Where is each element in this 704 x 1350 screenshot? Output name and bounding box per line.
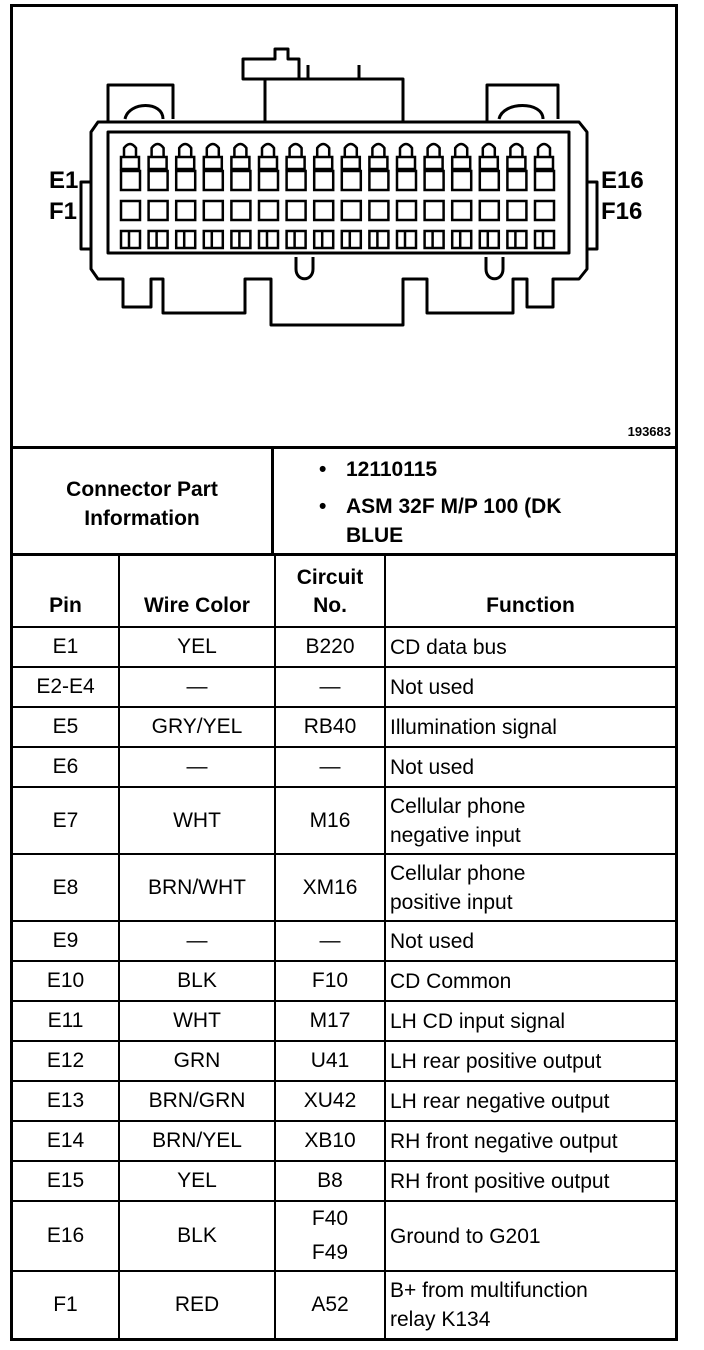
- circuit-cell: [275, 667, 385, 707]
- pin-cell: [13, 921, 119, 961]
- pin-cell: [13, 961, 119, 1001]
- header-circuit-line2: No.: [313, 594, 347, 617]
- pin-cell: [13, 1001, 119, 1041]
- function-value: RH front negative output: [390, 1129, 618, 1153]
- wire-color-value: RED: [174, 1293, 220, 1316]
- wire-color-value: BLK: [177, 1224, 217, 1247]
- top-slot: [259, 157, 277, 169]
- circuit-value: A52: [311, 1293, 349, 1316]
- e-row-pin: [287, 171, 306, 190]
- wire-color-value: BLK: [177, 969, 217, 992]
- f-row-pin: [231, 201, 250, 220]
- bottom-latch: [397, 231, 416, 248]
- circuit-value: RB40: [303, 715, 357, 738]
- wire-color-cell: [119, 707, 275, 747]
- function-value: Ground to G201: [390, 1224, 541, 1248]
- e-row-pin: [176, 171, 195, 190]
- e-row-pin: [259, 171, 278, 190]
- f-row-pin: [287, 201, 306, 220]
- pin-value: E12: [46, 1049, 85, 1072]
- function-value: Illumination signal: [390, 715, 557, 739]
- wire-color-cell: [119, 667, 275, 707]
- pin-cell: [13, 1081, 119, 1121]
- pin-cell: [13, 1161, 119, 1201]
- function-cell: [385, 921, 675, 961]
- bottom-latch: [176, 231, 195, 248]
- pin-cell: [13, 627, 119, 667]
- e-row-pin: [507, 171, 526, 190]
- top-slot: [314, 157, 332, 169]
- pin-cell: [13, 787, 119, 854]
- top-tab: [179, 144, 191, 157]
- circuit-cell: [275, 1201, 385, 1271]
- wire-color-cell: [119, 747, 275, 787]
- function-value: Cellular phone: [390, 794, 526, 818]
- circuit-value-2: F49: [311, 1241, 349, 1264]
- circuit-value: —: [319, 755, 341, 778]
- top-slot: [507, 157, 525, 169]
- table-row: [13, 1001, 675, 1041]
- pin-cell: [13, 1201, 119, 1271]
- function-cell: [385, 1121, 675, 1161]
- top-slot: [369, 157, 387, 169]
- connector-part-info: [13, 449, 675, 556]
- function-cell: [385, 627, 675, 667]
- bottom-latch: [259, 231, 278, 248]
- function-value-2: relay K134: [390, 1308, 491, 1331]
- connector-part-info-list: [277, 449, 675, 553]
- wire-color-cell: [119, 787, 275, 854]
- label-e1: E1: [49, 167, 79, 194]
- function-value: LH CD input signal: [390, 1009, 566, 1033]
- top-slot: [452, 157, 470, 169]
- top-tab: [262, 144, 274, 157]
- f-row-pin: [507, 201, 526, 220]
- pin-cell: [13, 747, 119, 787]
- e-row-pin: [121, 171, 140, 190]
- pin-value: E1: [52, 635, 79, 658]
- top-tab: [234, 144, 246, 157]
- pin-cell: [13, 1041, 119, 1081]
- circuit-cell: [275, 1041, 385, 1081]
- f-row-pin: [149, 201, 168, 220]
- part-description-line2: BLUE: [346, 524, 404, 547]
- label-f1: F1: [49, 198, 78, 225]
- header-circuit-line1: Circuit: [296, 566, 364, 589]
- top-slot: [397, 157, 415, 169]
- f-row-pin: [204, 201, 223, 220]
- wire-color-cell: [119, 854, 275, 921]
- top-tab: [317, 144, 329, 157]
- pin-value: E7: [52, 808, 79, 832]
- pin-value: E9: [52, 929, 79, 952]
- circuit-cell: [275, 854, 385, 921]
- header-circuit-no: [275, 556, 385, 627]
- circuit-value: F10: [311, 969, 349, 992]
- f-row-pin: [452, 201, 471, 220]
- circuit-value: —: [319, 675, 341, 698]
- table-row: [13, 1271, 675, 1338]
- table-row: [13, 1161, 675, 1201]
- pin-cell: [13, 854, 119, 921]
- table-row: [13, 921, 675, 961]
- function-value: LH rear positive output: [390, 1049, 602, 1073]
- label-f16: F16: [601, 198, 643, 225]
- function-value: B+ from multifunction: [390, 1279, 588, 1302]
- wire-color-cell: [119, 1271, 275, 1338]
- e-row-pin: [369, 171, 388, 190]
- bottom-latch: [452, 231, 471, 248]
- wire-color-cell: [119, 1161, 275, 1201]
- header-pin: Pin: [13, 556, 119, 627]
- f-row-pin: [425, 201, 444, 220]
- top-tab: [124, 144, 136, 157]
- circuit-cell: [275, 747, 385, 787]
- top-tab: [207, 144, 219, 157]
- f-row-pin: [397, 201, 416, 220]
- pin-value: E8: [52, 875, 79, 899]
- f-row-pin: [176, 201, 195, 220]
- pin-value: E15: [46, 1169, 85, 1192]
- table-row: [13, 787, 675, 854]
- pin-value: E6: [52, 755, 79, 778]
- circuit-cell: [275, 1161, 385, 1201]
- top-slot: [231, 157, 249, 169]
- e-row-pin: [231, 171, 250, 190]
- wire-color-value: YEL: [177, 1169, 217, 1192]
- function-value-2: positive input: [390, 890, 513, 914]
- info-label-line2: Information: [84, 507, 200, 530]
- wire-color-value: —: [186, 929, 208, 952]
- top-slot: [480, 157, 498, 169]
- circuit-value: XU42: [303, 1089, 357, 1112]
- header-function: Function: [385, 556, 675, 627]
- e-row-pin: [480, 171, 499, 190]
- top-slot: [342, 157, 360, 169]
- top-tab: [510, 144, 522, 157]
- top-slot: [149, 157, 167, 169]
- function-value: Cellular phone: [390, 861, 526, 885]
- wire-color-value: —: [186, 675, 208, 698]
- wire-color-cell: [119, 961, 275, 1001]
- circuit-cell: [275, 707, 385, 747]
- figure-number: 193683: [627, 424, 671, 439]
- circuit-cell: [275, 1121, 385, 1161]
- pin-table: [13, 556, 675, 1338]
- pin-value: E2-E4: [36, 675, 95, 698]
- top-tab: [455, 144, 467, 157]
- wire-color-value: WHT: [173, 1009, 221, 1032]
- function-value-2: negative input: [390, 823, 521, 847]
- function-value: RH front positive output: [390, 1169, 610, 1193]
- function-value: LH rear negative output: [390, 1089, 610, 1113]
- circuit-cell: [275, 1271, 385, 1338]
- top-slot: [287, 157, 305, 169]
- circuit-value: XB10: [304, 1129, 356, 1152]
- circuit-cell: [275, 1001, 385, 1041]
- wire-color-value: BRN/WHT: [148, 875, 246, 899]
- f-row-pin: [259, 201, 278, 220]
- circuit-value: B220: [305, 635, 355, 658]
- top-slot: [425, 157, 443, 169]
- pin-cell: [13, 1271, 119, 1338]
- e-row-pin: [535, 171, 554, 190]
- wire-color-value: —: [186, 755, 208, 778]
- function-cell: [385, 1001, 675, 1041]
- function-cell: [385, 787, 675, 854]
- wire-color-cell: [119, 1041, 275, 1081]
- top-tab: [538, 144, 550, 157]
- f-row-pin: [121, 201, 140, 220]
- wire-color-value: GRN: [173, 1049, 221, 1072]
- table-row: [13, 707, 675, 747]
- pin-grid: [121, 144, 554, 248]
- pin-cell: [13, 667, 119, 707]
- connector-part-info-label: [13, 449, 274, 553]
- pin-cell: [13, 707, 119, 747]
- table-row: [13, 1041, 675, 1081]
- table-row: [13, 667, 675, 707]
- circuit-value: M16: [309, 808, 351, 832]
- function-cell: [385, 747, 675, 787]
- bottom-latch: [425, 231, 444, 248]
- pin-value: E16: [46, 1224, 85, 1247]
- part-description-line1: ASM 32F M/P 100 (DK: [346, 495, 562, 518]
- table-row: [13, 627, 675, 667]
- bottom-latch: [149, 231, 168, 248]
- top-tab: [400, 144, 412, 157]
- wire-color-cell: [119, 1121, 275, 1161]
- circuit-cell: [275, 627, 385, 667]
- bottom-latch: [287, 231, 306, 248]
- function-cell: [385, 1161, 675, 1201]
- table-row: [13, 854, 675, 921]
- wire-color-cell: [119, 1201, 275, 1271]
- function-cell: [385, 1041, 675, 1081]
- top-slot: [535, 157, 553, 169]
- function-cell: [385, 667, 675, 707]
- e-row-pin: [342, 171, 361, 190]
- wire-color-cell: [119, 1081, 275, 1121]
- bottom-latch: [480, 231, 499, 248]
- connector-diagram: [13, 7, 675, 449]
- e-row-pin: [397, 171, 416, 190]
- function-cell: [385, 1081, 675, 1121]
- function-cell: [385, 1271, 675, 1338]
- label-e16: E16: [601, 167, 644, 194]
- circuit-value: F40: [311, 1207, 349, 1230]
- function-cell: [385, 854, 675, 921]
- top-slot: [176, 157, 194, 169]
- wire-color-cell: [119, 627, 275, 667]
- bottom-latch: [507, 231, 526, 248]
- circuit-cell: [275, 787, 385, 854]
- part-number: • 12110115: [277, 455, 675, 484]
- function-value: CD Common: [390, 969, 512, 993]
- function-value: Not used: [390, 929, 475, 953]
- wire-color-value: BRN/YEL: [152, 1129, 242, 1152]
- top-tab: [345, 144, 357, 157]
- table-row: [13, 1081, 675, 1121]
- connector-sheet: [10, 4, 678, 1341]
- table-row: [13, 1201, 675, 1271]
- f-row-pin: [480, 201, 499, 220]
- bottom-latch: [535, 231, 554, 248]
- circuit-cell: [275, 1081, 385, 1121]
- top-tab: [483, 144, 495, 157]
- pin-value: F1: [53, 1293, 78, 1316]
- pin-cell: [13, 1121, 119, 1161]
- e-row-pin: [452, 171, 471, 190]
- wire-color-cell: [119, 921, 275, 961]
- top-tab: [290, 144, 302, 157]
- e-row-pin: [314, 171, 333, 190]
- pin-table-body: [13, 627, 675, 1338]
- wire-color-value: BRN/GRN: [148, 1089, 246, 1112]
- e-row-pin: [204, 171, 223, 190]
- bottom-latch: [231, 231, 250, 248]
- pin-value: E13: [46, 1089, 85, 1112]
- bottom-latch: [121, 231, 140, 248]
- table-row: [13, 747, 675, 787]
- function-cell: [385, 961, 675, 1001]
- pin-value: E5: [52, 715, 79, 738]
- table-row: [13, 961, 675, 1001]
- top-tab: [152, 144, 164, 157]
- pin-value: E14: [46, 1129, 85, 1152]
- e-row-pin: [425, 171, 444, 190]
- pin-value: E10: [46, 969, 85, 992]
- bottom-latch: [314, 231, 333, 248]
- wire-color-cell: [119, 1001, 275, 1041]
- part-description: [277, 492, 675, 550]
- function-cell: [385, 1201, 675, 1271]
- circuit-value: —: [319, 929, 341, 952]
- e-row-pin: [149, 171, 168, 190]
- circuit-cell: [275, 921, 385, 961]
- table-row: [13, 1121, 675, 1161]
- bottom-latch: [342, 231, 361, 248]
- header-wire-color: Wire Color: [119, 556, 275, 627]
- bottom-latch: [204, 231, 223, 248]
- pin-value: E11: [47, 1009, 84, 1032]
- f-row-pin: [535, 201, 554, 220]
- wire-color-value: WHT: [173, 808, 221, 832]
- circuit-value: U41: [310, 1049, 350, 1072]
- top-slot: [204, 157, 222, 169]
- function-value: Not used: [390, 755, 475, 779]
- circuit-value: XM16: [302, 875, 358, 899]
- bottom-latch: [369, 231, 388, 248]
- function-value: CD data bus: [390, 635, 507, 659]
- circuit-value: B8: [317, 1169, 343, 1192]
- wire-color-value: GRY/YEL: [151, 715, 243, 738]
- wire-color-value: YEL: [177, 635, 217, 658]
- connector-drawing: [13, 7, 675, 446]
- top-slot: [121, 157, 139, 169]
- top-tab: [372, 144, 384, 157]
- info-label-line1: Connector Part: [66, 478, 218, 501]
- circuit-cell: [275, 961, 385, 1001]
- function-value: Not used: [390, 675, 475, 699]
- top-tab: [428, 144, 440, 157]
- f-row-pin: [369, 201, 388, 220]
- function-cell: [385, 707, 675, 747]
- f-row-pin: [342, 201, 361, 220]
- circuit-value: M17: [309, 1009, 351, 1032]
- f-row-pin: [314, 201, 333, 220]
